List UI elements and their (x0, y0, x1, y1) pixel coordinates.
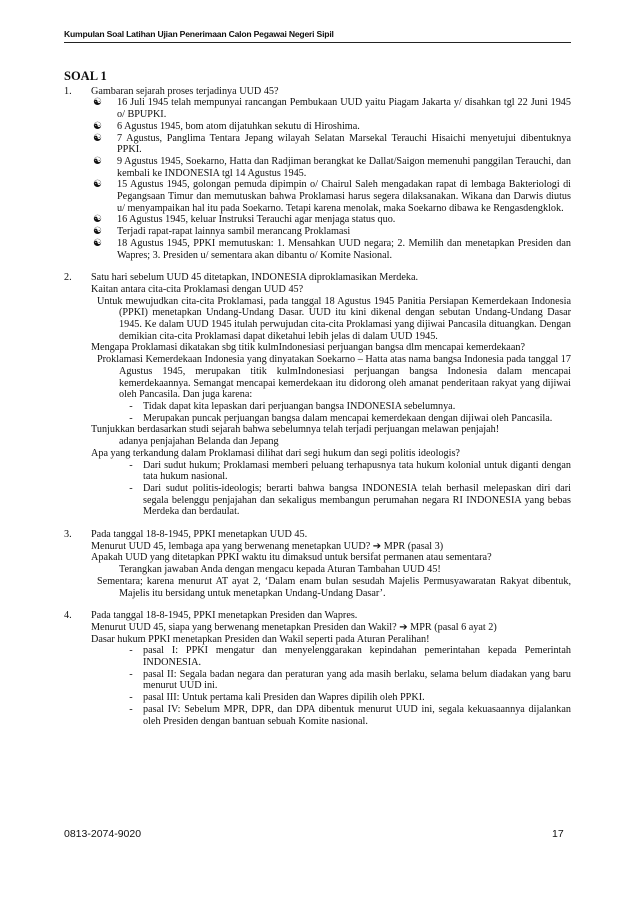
running-header: Kumpulan Soal Latihan Ujian Penerimaan Calon Pegawai Negeri Sipil (64, 29, 334, 39)
answer-text: Proklamasi Kemerdekaan Indonesia yang dinyatakan Soekarno – Hatta atas nama bangsa Indonesia pada tanggal 17 Agustus 1945, merupakan titik kulmIndonesiasi perjuangan bangsa Indonesia dalam mencapai kemerdekaannya. Semangat mencapai kemerdekaan itu didorong oleh amanat penderitaan rakyat yang dijiwai oleh Pancasila. Dan juga karena: (97, 354, 571, 401)
question-2 (64, 272, 571, 518)
bullet-item: ☯ 15 Agustus 1945, golongan pemuda dipimpin o/ Chairul Saleh mengadakan rapat di lembaga Bakteriologi di Pegangsaan Timur dan memutuskan bahwa Proklamasi harus segera dilaksanakan. Wikana dan Darwis diutus u/ menyampaikan hal itu pada Soekarno. Tetapi karena menolak, maka Soekarno dibawa ke Rengasdengklok. (93, 179, 571, 214)
dash-item: - pasal IV: Sebelum MPR, DPR, dan DPA dibentuk menurut UUD ini, segala kekuasaannya dijalankan oleh Presiden dengan bantuan sebuah Komite nasional. (129, 703, 571, 727)
bullet-item: ☯ 7 Agustus, Panglima Tentara Jepang wilayah Selatan Marsekal Terauchi Hisaichi menyetujui dibentuknya PPKI. (93, 132, 571, 156)
arrow-right-icon: ➔ (372, 540, 382, 552)
question-number: 4. (64, 610, 72, 622)
sub-question: Apa yang terkandung dalam Proklamasi dilihat dari segi hukum dan segi politis ideologis? (91, 447, 460, 459)
question-text: Gambaran sejarah proses terjadinya UUD 45? (91, 85, 279, 97)
yin-yang-icon: ☯ (93, 179, 102, 191)
sub-question: Tunjukkan berdasarkan studi sejarah bahwa sebelumnya telah terjadi perjuangan melawan penjajah! (91, 424, 500, 436)
sub-question: Terangkan jawaban Anda dengan mengacu kepada Aturan Tambahan UUD 45! (119, 564, 441, 576)
dash-item: - pasal III: Untuk pertama kali Presiden dan Wapres dipilih oleh PPKI. (129, 692, 425, 704)
sub-question: Menurut UUD 45, siapa yang berwenang menetapkan Presiden dan Wakil? ➔ MPR (pasal 6 ayat 2) (91, 621, 497, 633)
question-3 (64, 529, 571, 599)
bullet-item: ☯ 18 Agustus 1945, PPKI memutuskan: 1. Mensahkan UUD negara; 2. Memilih dan menetapkan Presiden dan Wapres; 3. Presiden u/ sementara akan dibantu o/ Komite Nasional. (93, 237, 571, 261)
yin-yang-icon: ☯ (93, 237, 102, 249)
sub-question: Apakah UUD yang ditetapkan PPKI waktu itu dimaksud untuk bersifat permanen atau sementara? (91, 552, 492, 564)
sub-question: Kaitan antara cita-cita Proklamasi dengan UUD 45? (91, 283, 304, 295)
yin-yang-icon: ☯ (93, 97, 102, 109)
sub-question: Dasar hukum PPKI menetapkan Presiden dan Wakil seperti pada Aturan Peralihan! (91, 633, 430, 645)
dash-item: - pasal II: Segala badan negara dan peraturan yang ada masih berlaku, selama belum diadakan yang baru menurut UUD ini. (129, 668, 571, 692)
arrow-right-icon: ➔ (399, 621, 408, 633)
dash-item: - Dari sudut hukum; Proklamasi memberi peluang terhapusnya tata hukum kolonial untuk diganti dengan tata hukum nasional. (129, 459, 571, 483)
page-number: 17 (552, 828, 564, 840)
bullet-item: ☯ 16 Agustus 1945, keluar Instruksi Terauchi agar menjaga status quo. (93, 214, 396, 226)
dash-item: - Tidak dapat kita lepaskan dari perjuangan bangsa INDONESIA sebelumnya. (129, 400, 456, 412)
answer-text: Untuk mewujudkan cita-cita Proklamasi, pada tanggal 18 Agustus 1945 Panitia Persiapan Kemerdekaan Indonesia (PPKI) menetapkan Undang-Undang Dasar. UUD itu kini dikenal dengan sebutan Undang-Undang Dasar 1945. Ke dalam UUD 1945 itulah perwujudan cita-cita Proklamasi yang dijiwai Pancasila dituangkan. Dengan demikian cita-cita Proklamasi dapat diketahui lebih jelas di dalam UUD 1945. (97, 295, 571, 342)
yin-yang-icon: ☯ (93, 226, 102, 238)
bullet-item: ☯ Terjadi rapat-rapat lainnya sambil merancang Proklamasi (93, 226, 351, 238)
bullet-list (91, 97, 571, 261)
document-body (64, 71, 571, 727)
question-number: 1. (64, 85, 72, 97)
question-text: Satu hari sebelum UUD 45 ditetapkan, INDONESIA diproklamasikan Merdeka. (91, 272, 419, 284)
sub-question: Mengapa Proklamasi dikatakan sbg titik kulmIndonesiasi perjuangan bangsa dlm mencapai kemerdekaan? (91, 342, 525, 354)
dash-item: - Merupakan puncak perjuangan bangsa dalam mencapai kemerdekaan dengan dijiwai oleh Pancasila. (129, 412, 553, 424)
header-divider (64, 42, 571, 43)
section-title: SOAL 1 (64, 69, 107, 83)
answer-text: adanya penjajahan Belanda dan Jepang (119, 436, 279, 448)
dash-item: - pasal I: PPKI mengatur dan menyelenggarakan kepindahan pemerintahan kepada Pemerintah INDONESIA. (129, 645, 571, 669)
yin-yang-icon: ☯ (93, 214, 102, 226)
footer-phone: 0813-2074-9020 (64, 828, 142, 840)
yin-yang-icon: ☯ (93, 155, 102, 167)
question-number: 3. (64, 529, 72, 541)
bullet-item: ☯ 9 Agustus 1945, Soekarno, Hatta dan Radjiman berangkat ke Dallat/Saigon memenuhi panggilan Terauchi, dan kembali ke INDONESIA tgl 14 Agustus 1945. (93, 155, 571, 179)
yin-yang-icon: ☯ (93, 132, 102, 144)
bullet-item: ☯ 16 Juli 1945 telah mempunyai rancangan Pembukaan UUD yaitu Piagam Jakarta y/ disahkan tgl 22 Juni 1945 o/ BPUPKI. (93, 97, 571, 121)
answer-text: Sementara; karena menurut AT ayat 2, ‘Dalam enam bulan sesudah Majelis Permusyawaratan Rakyat dibentuk, Majelis itu bersidang untuk menetapkan Undang-Undang Dasar’. (97, 575, 571, 599)
question-text: Pada tanggal 18-8-1945, PPKI menetapkan Presiden dan Wapres. (91, 610, 358, 622)
question-number: 2. (64, 272, 72, 284)
bullet-item: ☯ 6 Agustus 1945, bom atom dijatuhkan sekutu di Hiroshima. (93, 120, 360, 132)
dash-item: - Dari sudut politis-ideologis; berarti bahwa bangsa INDONESIA telah berhasil melepaskan diri dari segala belenggu penjajahan dan sekaligus membangun perumahan negara RI INDONESIA yang bebas Merdeka dan berdaulat. (129, 482, 571, 518)
sub-question: Menurut UUD 45, lembaga apa yang berwenang menetapkan UUD? ➔ MPR (pasal 3) (91, 540, 444, 552)
question-1 (64, 86, 571, 262)
yin-yang-icon: ☯ (93, 120, 102, 132)
question-4 (64, 610, 571, 727)
question-text: Pada tanggal 18-8-1945, PPKI menetapkan UUD 45. (91, 529, 308, 541)
